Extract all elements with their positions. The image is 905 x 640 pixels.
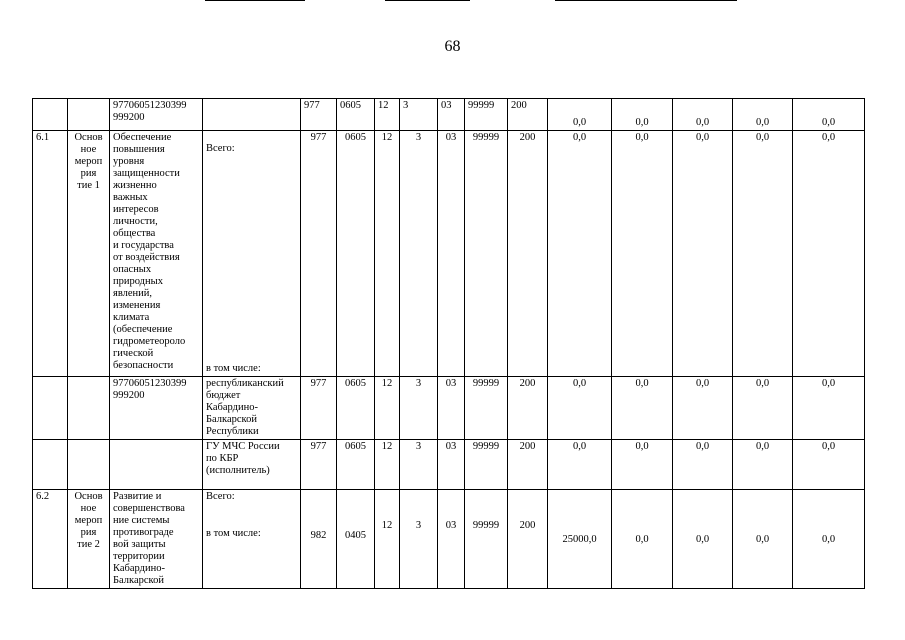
gp-cell: 12 xyxy=(375,377,400,440)
amount-cell: 0,0 xyxy=(733,377,793,440)
amount-cell: 0,0 xyxy=(733,490,793,589)
vr-cell: 200 xyxy=(508,99,548,131)
pgp-cell: 3 xyxy=(400,490,438,589)
amount-cell: 0,0 xyxy=(733,131,793,377)
event-type-cell xyxy=(68,377,110,440)
amount-cell: 0,0 xyxy=(793,377,865,440)
event-type-cell: Основ ное мероп рия тие 2 xyxy=(68,490,110,589)
amount-cell: 25000,0 xyxy=(548,490,612,589)
event-type-cell xyxy=(68,99,110,131)
pgp-cell: 3 xyxy=(400,377,438,440)
row-number-cell xyxy=(33,440,68,490)
gp-cell: 12 xyxy=(375,440,400,490)
page-number: 68 xyxy=(444,38,461,55)
direction-cell: 99999 xyxy=(465,440,508,490)
event-name-cell: 97706051230399 999200 xyxy=(110,99,203,131)
amount-cell: 0,0 xyxy=(612,490,673,589)
direction-cell: 99999 xyxy=(465,490,508,589)
gp-cell: 12 xyxy=(375,99,400,131)
om-cell: 03 xyxy=(438,377,465,440)
table-row xyxy=(33,131,865,377)
funding-source-cell xyxy=(203,131,301,377)
amount-cell: 0,0 xyxy=(673,490,733,589)
grbs-cell: 977 xyxy=(301,99,337,131)
pgp-cell: 3 xyxy=(400,99,438,131)
amount-cell: 0,0 xyxy=(548,131,612,377)
source-including-label: в том числе: xyxy=(206,363,261,374)
amount-cell: 0,0 xyxy=(673,440,733,490)
amount-cell: 0,0 xyxy=(548,440,612,490)
table-row xyxy=(33,377,865,440)
pgp-cell: 3 xyxy=(400,131,438,377)
amount-cell: 0,0 xyxy=(793,490,865,589)
amount-cell: 0,0 xyxy=(673,99,733,131)
grbs-cell: 977 xyxy=(301,131,337,377)
gp-cell: 12 xyxy=(375,490,400,589)
source-total-label: Всего: xyxy=(206,143,235,154)
rz-cell: 0605 xyxy=(337,377,375,440)
vr-cell: 200 xyxy=(508,490,548,589)
vr-cell: 200 xyxy=(508,131,548,377)
funding-source-cell: ГУ МЧС России по КБР (исполнитель) xyxy=(203,440,301,490)
amount-cell: 0,0 xyxy=(733,99,793,131)
amount-cell: 0,0 xyxy=(612,377,673,440)
event-name-cell: 97706051230399 999200 xyxy=(110,377,203,440)
event-name-cell: Обеспечение повышения уровня защищенности жизненно важных интересов личности, общества и государства от воздействия опасных природных явлений, изменения климата (обеспечение гидрометеороло гической безопасности xyxy=(110,131,203,377)
amount-cell: 0,0 xyxy=(673,377,733,440)
amount-cell: 0,0 xyxy=(673,131,733,377)
amount-cell: 0,0 xyxy=(733,440,793,490)
grbs-cell: 982 xyxy=(301,490,337,589)
om-cell: 03 xyxy=(438,440,465,490)
om-cell: 03 xyxy=(438,131,465,377)
table-row xyxy=(33,490,865,589)
rz-cell: 0605 xyxy=(337,99,375,131)
om-cell: 03 xyxy=(438,490,465,589)
direction-cell: 99999 xyxy=(465,99,508,131)
table-row xyxy=(33,99,865,131)
vr-cell: 200 xyxy=(508,440,548,490)
amount-cell: 0,0 xyxy=(548,377,612,440)
row-number-cell: 6.1 xyxy=(33,131,68,377)
event-type-cell xyxy=(68,440,110,490)
funding-source-cell xyxy=(203,490,301,589)
amount-cell: 0,0 xyxy=(793,131,865,377)
gp-cell: 12 xyxy=(375,131,400,377)
rz-cell: 0605 xyxy=(337,131,375,377)
pgp-cell: 3 xyxy=(400,440,438,490)
amount-cell: 0,0 xyxy=(612,99,673,131)
direction-cell: 99999 xyxy=(465,377,508,440)
table-row xyxy=(33,440,865,490)
event-name-cell xyxy=(110,440,203,490)
amount-cell: 0,0 xyxy=(612,131,673,377)
direction-cell: 99999 xyxy=(465,131,508,377)
rz-cell: 0405 xyxy=(337,490,375,589)
om-cell: 03 xyxy=(438,99,465,131)
program-funding-table xyxy=(32,98,865,589)
grbs-cell: 977 xyxy=(301,377,337,440)
header-rule-right xyxy=(555,0,737,1)
source-including-label: в том числе: xyxy=(206,528,261,539)
event-type-cell: Основ ное мероп рия тие 1 xyxy=(68,131,110,377)
grbs-cell: 977 xyxy=(301,440,337,490)
funding-source-cell xyxy=(203,99,301,131)
amount-cell: 0,0 xyxy=(793,440,865,490)
funding-source-cell: республиканский бюджет Кабардино- Балкарской Республики xyxy=(203,377,301,440)
header-rule-middle xyxy=(385,0,470,1)
event-name-cell: Развитие и совершенствова ние системы противограде вой защиты территории Кабардино- Балкарской xyxy=(110,490,203,589)
row-number-cell xyxy=(33,99,68,131)
amount-cell: 0,0 xyxy=(612,440,673,490)
amount-cell: 0,0 xyxy=(548,99,612,131)
source-total-label: Всего: xyxy=(206,491,235,502)
header-rule-left xyxy=(205,0,305,1)
row-number-cell xyxy=(33,377,68,440)
amount-cell: 0,0 xyxy=(793,99,865,131)
vr-cell: 200 xyxy=(508,377,548,440)
rz-cell: 0605 xyxy=(337,440,375,490)
row-number-cell: 6.2 xyxy=(33,490,68,589)
